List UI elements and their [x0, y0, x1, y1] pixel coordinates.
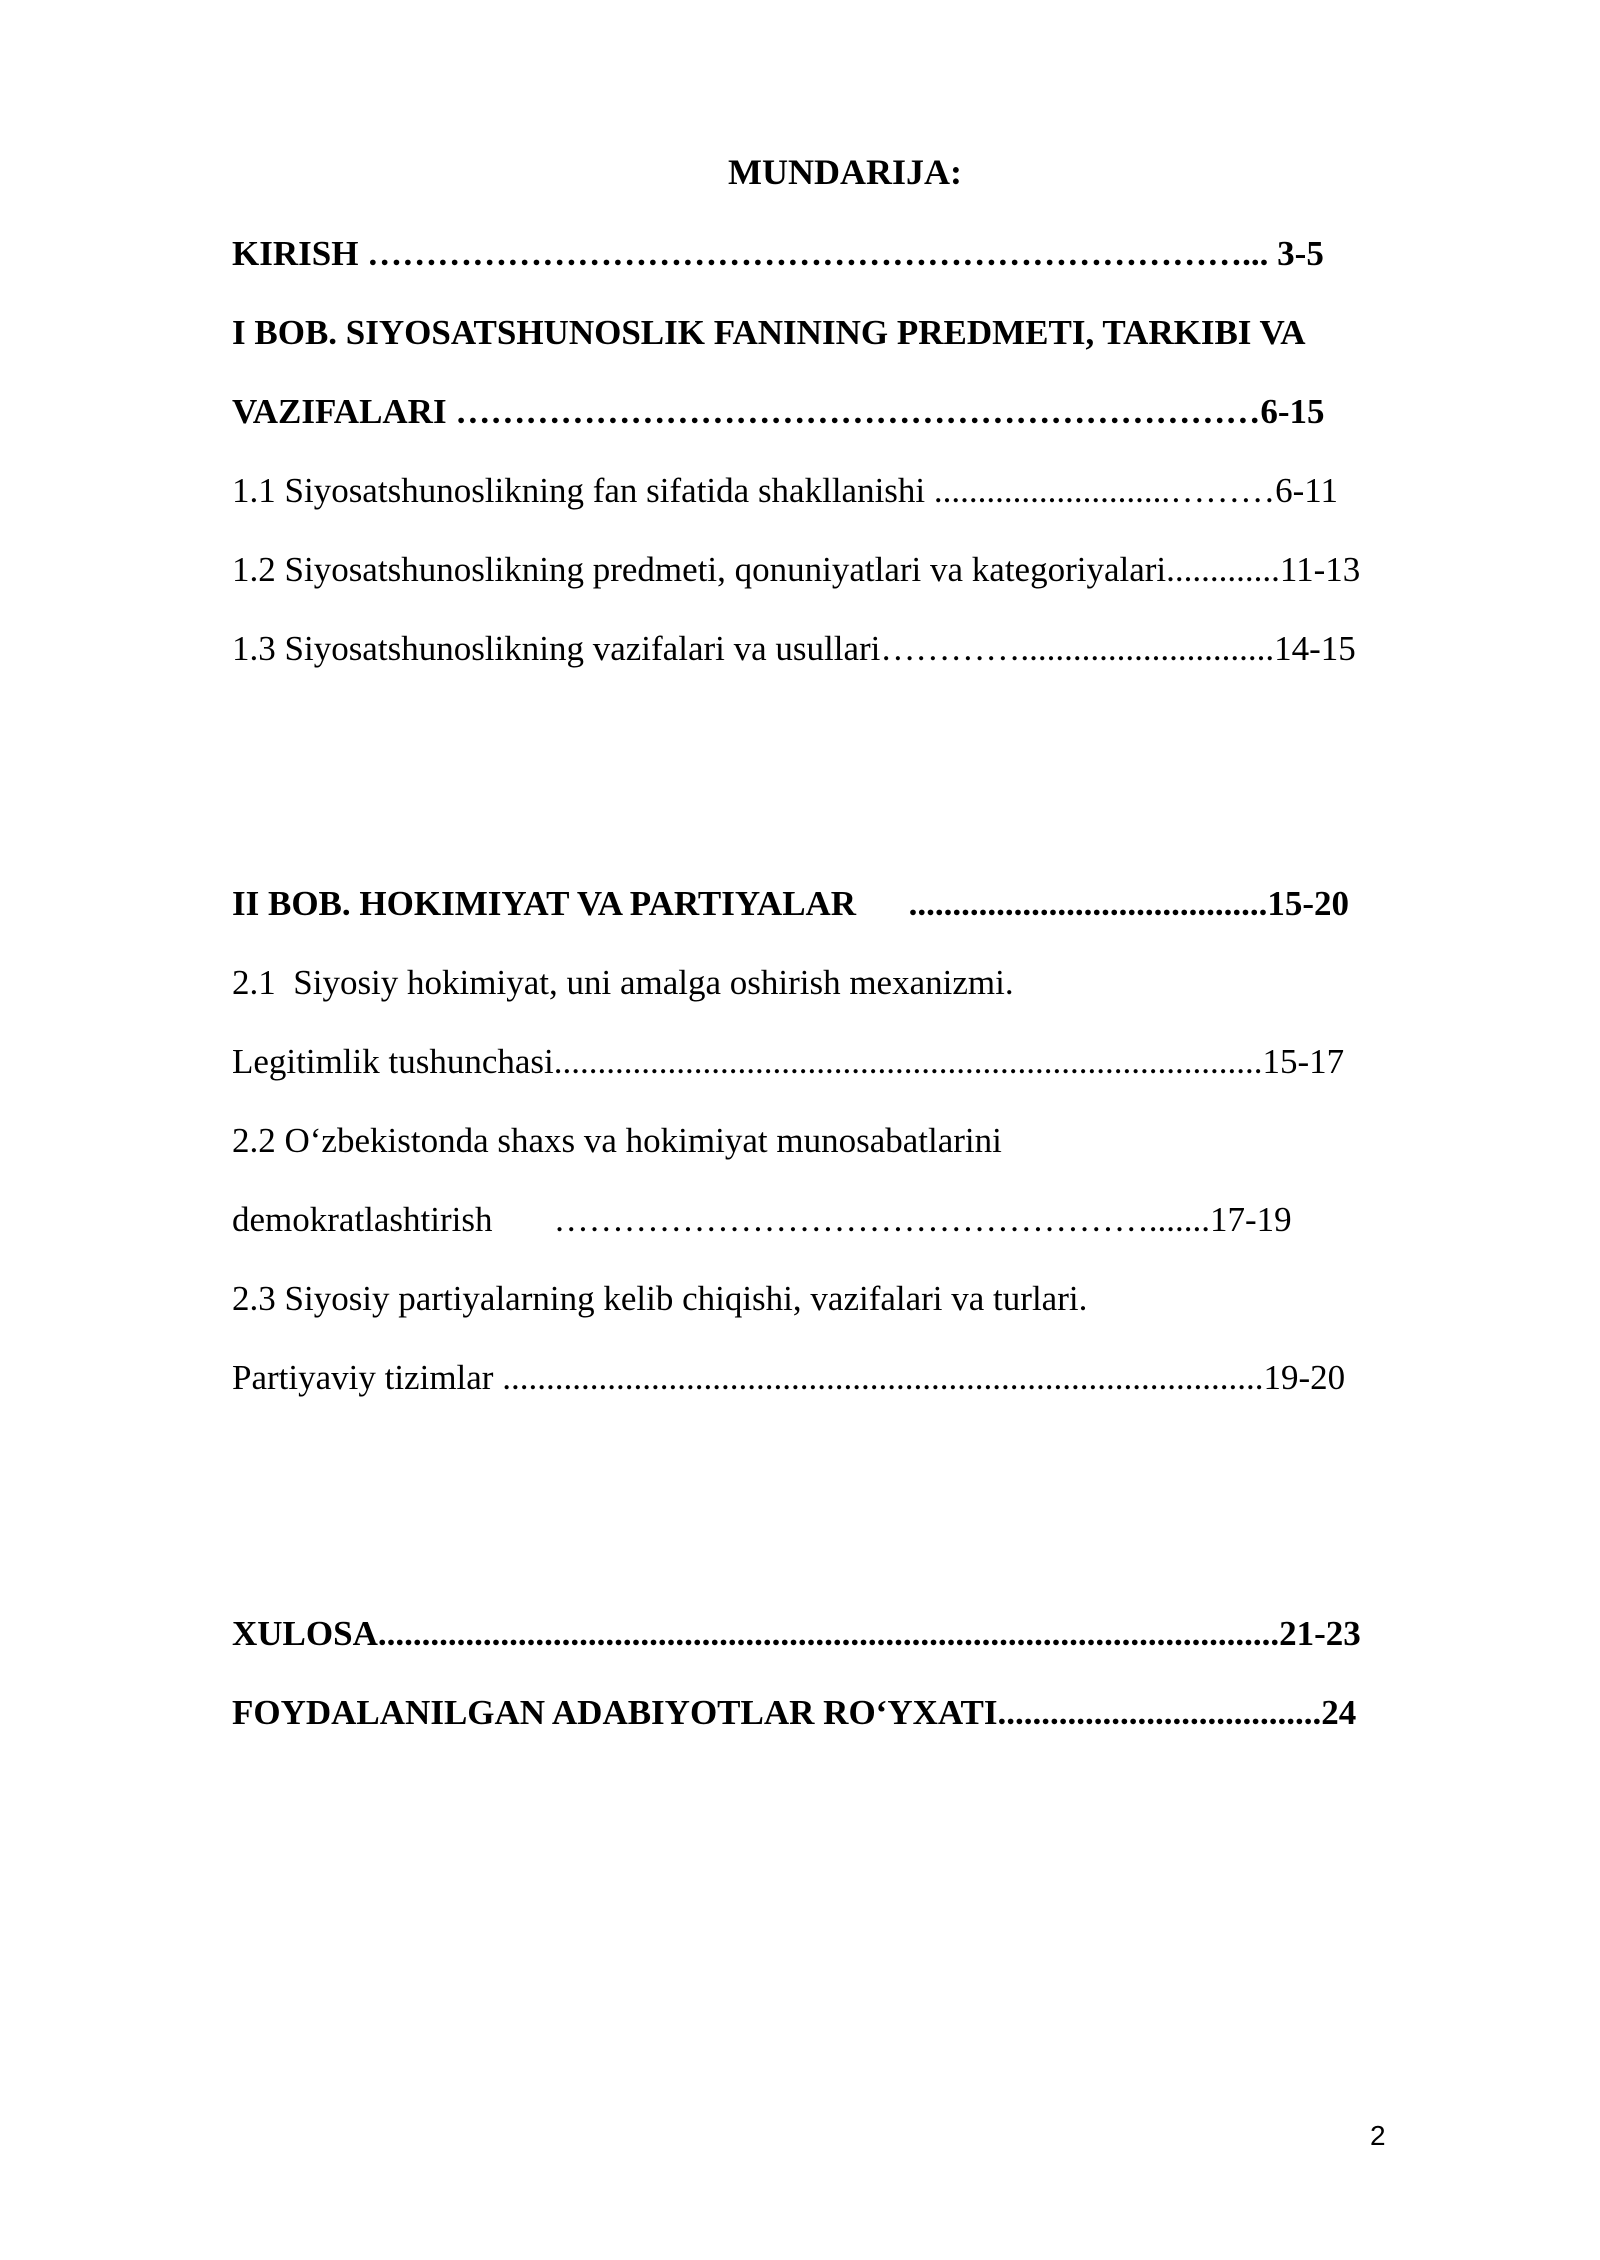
page-number: 2 — [1370, 2120, 1386, 2151]
toc-entry-kirish: KIRISH …………………………………………………………………... 3-5 — [232, 234, 1324, 273]
toc-entry-1-1: 1.1 Siyosatshunoslikning fan sifatida shakllanishi ...........................………6-11 — [232, 471, 1339, 510]
toc-entry-xulosa: XULOSA.......................................................................................................21-23 — [232, 1614, 1361, 1653]
toc-entry-chapter-1-line-1: I BOB. SIYOSATSHUNOSLIK FANINING PREDMETI, TARKIBI VA — [232, 313, 1306, 352]
toc-entry-1-2: 1.2 Siyosatshunoslikning predmeti, qonuniyatlari va kategoriyalari.............11-13 — [232, 550, 1361, 589]
toc-entry-2-3-line-1: 2.3 Siyosiy partiyalarning kelib chiqishi, vazifalari va turlari. — [232, 1279, 1088, 1318]
toc-entry-2-3-line-2: Partiyaviy tizimlar .......................................................................................19-20 — [232, 1358, 1346, 1397]
toc-entry-bibliography: FOYDALANILGAN ADABIYOTLAR RO‘YXATI.....................................24 — [232, 1693, 1357, 1732]
toc-entry-2-1-line-2: Legitimlik tushunchasi.................................................................................15-17 — [232, 1042, 1345, 1081]
toc-entry-1-3: 1.3 Siyosatshunoslikning vazifalari va usullari………….............................14-15 — [232, 629, 1356, 668]
toc-entry-2-2-line-1: 2.2 O‘zbekistonda shaxs va hokimiyat munosabatlarini — [232, 1121, 1002, 1160]
toc-entry-chapter-1-line-2: VAZIFALARI ……………………………………………………………6-15 — [232, 392, 1325, 431]
toc-entry-2-2-line-2: demokratlashtirish …………………………………………….......17-19 — [232, 1200, 1292, 1239]
toc-entry-2-1-line-1: 2.1 Siyosiy hokimiyat, uni amalga oshirish mexanizmi. — [232, 963, 1014, 1002]
page-title: MUNDARIJA: — [728, 152, 962, 192]
toc-entry-chapter-2: II BOB. HOKIMIYAT VA PARTIYALAR .........................................15-20 — [232, 884, 1349, 923]
